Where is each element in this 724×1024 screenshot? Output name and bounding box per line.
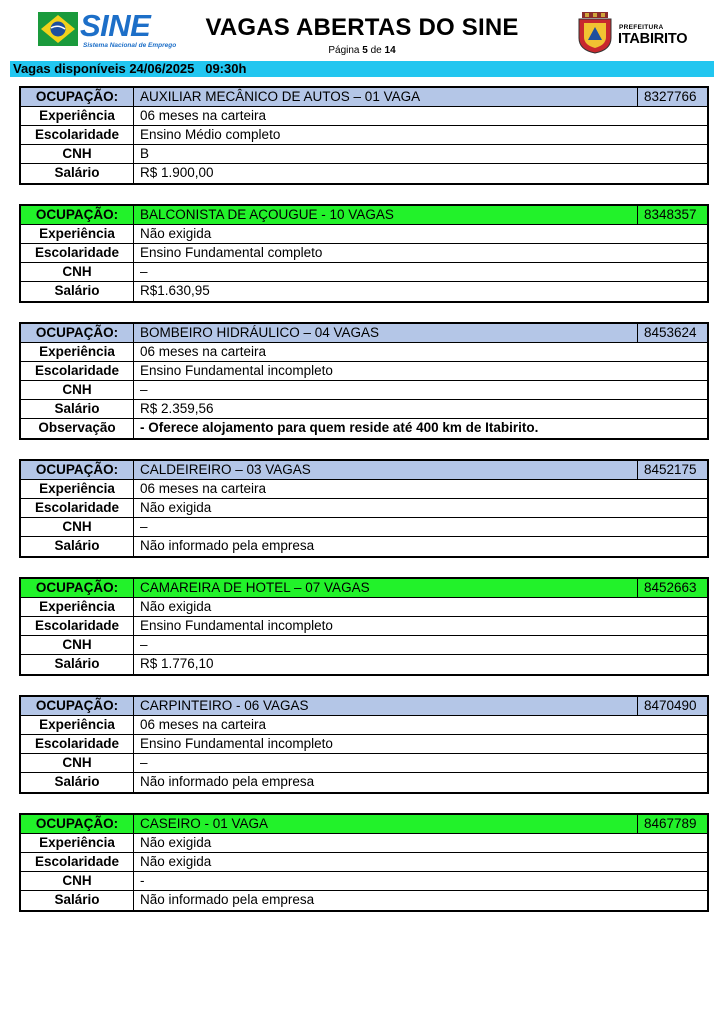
observation-value: - Oferece alojamento para quem reside até 400 km de Itabirito. xyxy=(140,420,539,435)
job-code: 8348357 xyxy=(637,206,707,224)
job-title: CASEIRO - 01 VAGA xyxy=(140,816,269,831)
schooling-row xyxy=(21,126,707,145)
schooling-value: Ensino Médio completo xyxy=(140,127,281,142)
schooling-label: Escolaridade xyxy=(21,244,134,262)
job-card xyxy=(19,204,709,303)
job-code: 8467789 xyxy=(637,815,707,833)
job-title: CARPINTEIRO - 06 VAGAS xyxy=(140,698,309,713)
page-header xyxy=(0,0,724,60)
license-label: CNH xyxy=(21,754,134,772)
license-row xyxy=(21,636,707,655)
license-value: – xyxy=(140,264,148,279)
job-title: CAMAREIRA DE HOTEL – 07 VAGAS xyxy=(140,580,370,595)
schooling-row xyxy=(21,499,707,518)
city-crest-icon xyxy=(576,12,614,54)
salary-value: R$1.630,95 xyxy=(140,283,210,298)
schooling-value: Ensino Fundamental incompleto xyxy=(140,618,333,633)
experience-value: Não exigida xyxy=(140,835,212,850)
salary-label: Salário xyxy=(21,537,134,556)
experience-row xyxy=(21,480,707,499)
schooling-value: Ensino Fundamental incompleto xyxy=(140,736,333,751)
experience-label: Experiência xyxy=(21,480,134,498)
experience-label: Experiência xyxy=(21,225,134,243)
salary-label: Salário xyxy=(21,773,134,792)
schooling-label: Escolaridade xyxy=(21,499,134,517)
license-value: – xyxy=(140,519,148,534)
license-row xyxy=(21,754,707,773)
experience-value: 06 meses na carteira xyxy=(140,108,267,123)
license-label: CNH xyxy=(21,636,134,654)
experience-row xyxy=(21,834,707,853)
job-code: 8327766 xyxy=(637,88,707,106)
schooling-row xyxy=(21,735,707,754)
schooling-label: Escolaridade xyxy=(21,362,134,380)
schooling-label: Escolaridade xyxy=(21,853,134,871)
experience-label: Experiência xyxy=(21,343,134,361)
page-title: VAGAS ABERTAS DO SINE xyxy=(205,14,519,41)
salary-value: R$ 1.900,00 xyxy=(140,165,214,180)
experience-value: 06 meses na carteira xyxy=(140,717,267,732)
schooling-value: Não exigida xyxy=(140,500,212,515)
license-row xyxy=(21,263,707,282)
schooling-row xyxy=(21,362,707,381)
salary-row xyxy=(21,400,707,419)
salary-label: Salário xyxy=(21,891,134,910)
job-code: 8452175 xyxy=(637,461,707,479)
page-of: de xyxy=(370,45,382,56)
job-header-row xyxy=(21,206,707,225)
job-title: BOMBEIRO HIDRÁULICO – 04 VAGAS xyxy=(140,325,380,340)
schooling-label: Escolaridade xyxy=(21,126,134,144)
job-code: 8453624 xyxy=(637,324,707,342)
occupation-label: OCUPAÇÃO: xyxy=(21,815,134,833)
job-header-row xyxy=(21,815,707,834)
job-list xyxy=(19,86,709,931)
page-total: 14 xyxy=(384,45,396,56)
job-title: CALDEIREIRO – 03 VAGAS xyxy=(140,462,311,477)
experience-row xyxy=(21,343,707,362)
job-header-row xyxy=(21,461,707,480)
salary-row xyxy=(21,282,707,301)
job-card xyxy=(19,577,709,676)
salary-value: Não informado pela empresa xyxy=(140,892,315,907)
job-header-row xyxy=(21,88,707,107)
schooling-value: Ensino Fundamental completo xyxy=(140,245,323,260)
job-header-row xyxy=(21,579,707,598)
license-row xyxy=(21,872,707,891)
job-code: 8470490 xyxy=(637,697,707,715)
occupation-label: OCUPAÇÃO: xyxy=(21,461,134,479)
experience-row xyxy=(21,225,707,244)
occupation-label: OCUPAÇÃO: xyxy=(21,88,134,106)
experience-label: Experiência xyxy=(21,598,134,616)
salary-value: R$ 2.359,56 xyxy=(140,401,214,416)
license-value: B xyxy=(140,146,150,161)
availability-banner: Vagas disponíveis 24/06/2025 09:30h xyxy=(10,61,714,77)
prefeitura-label: PREFEITURA xyxy=(619,24,664,31)
salary-value: R$ 1.776,10 xyxy=(140,656,214,671)
salary-label: Salário xyxy=(21,655,134,674)
schooling-row xyxy=(21,244,707,263)
experience-label: Experiência xyxy=(21,716,134,734)
sine-logo-text: SINE xyxy=(80,8,151,43)
salary-row xyxy=(21,773,707,792)
job-card xyxy=(19,322,709,440)
experience-value: Não exigida xyxy=(140,599,212,614)
job-header-row xyxy=(21,697,707,716)
license-value: – xyxy=(140,755,148,770)
experience-value: 06 meses na carteira xyxy=(140,344,267,359)
sine-logo-subtitle: Sistema Nacional de Emprego xyxy=(83,42,177,49)
observation-row xyxy=(21,419,707,438)
job-code: 8452663 xyxy=(637,579,707,597)
schooling-row xyxy=(21,617,707,636)
license-value: - xyxy=(140,873,145,888)
salary-row xyxy=(21,655,707,674)
experience-value: Não exigida xyxy=(140,226,212,241)
salary-label: Salário xyxy=(21,164,134,183)
prefeitura-logo xyxy=(576,12,696,54)
job-title: AUXILIAR MECÂNICO DE AUTOS – 01 VAGA xyxy=(140,89,421,104)
schooling-row xyxy=(21,853,707,872)
license-label: CNH xyxy=(21,145,134,163)
job-title: BALCONISTA DE AÇOUGUE - 10 VAGAS xyxy=(140,207,394,222)
schooling-label: Escolaridade xyxy=(21,617,134,635)
license-row xyxy=(21,381,707,400)
job-card xyxy=(19,813,709,912)
salary-label: Salário xyxy=(21,282,134,301)
license-label: CNH xyxy=(21,518,134,536)
license-row xyxy=(21,145,707,164)
job-card xyxy=(19,459,709,558)
occupation-label: OCUPAÇÃO: xyxy=(21,697,134,715)
license-value: – xyxy=(140,382,148,397)
experience-row xyxy=(21,107,707,126)
city-name: ITABIRITO xyxy=(618,31,688,47)
job-card xyxy=(19,695,709,794)
occupation-label: OCUPAÇÃO: xyxy=(21,579,134,597)
page-label: Página xyxy=(328,45,360,56)
license-label: CNH xyxy=(21,381,134,399)
experience-value: 06 meses na carteira xyxy=(140,481,267,496)
salary-value: Não informado pela empresa xyxy=(140,538,315,553)
license-label: CNH xyxy=(21,872,134,890)
license-row xyxy=(21,518,707,537)
salary-row xyxy=(21,537,707,556)
salary-row xyxy=(21,891,707,910)
experience-label: Experiência xyxy=(21,107,134,125)
experience-row xyxy=(21,716,707,735)
salary-value: Não informado pela empresa xyxy=(140,774,315,789)
occupation-label: OCUPAÇÃO: xyxy=(21,324,134,342)
license-label: CNH xyxy=(21,263,134,281)
schooling-value: Não exigida xyxy=(140,854,212,869)
salary-label: Salário xyxy=(21,400,134,418)
job-header-row xyxy=(21,324,707,343)
license-value: – xyxy=(140,637,148,652)
experience-label: Experiência xyxy=(21,834,134,852)
experience-row xyxy=(21,598,707,617)
page-current: 5 xyxy=(362,45,368,56)
job-card xyxy=(19,86,709,185)
observation-label: Observação xyxy=(21,419,134,438)
schooling-label: Escolaridade xyxy=(21,735,134,753)
salary-row xyxy=(21,164,707,183)
occupation-label: OCUPAÇÃO: xyxy=(21,206,134,224)
schooling-value: Ensino Fundamental incompleto xyxy=(140,363,333,378)
